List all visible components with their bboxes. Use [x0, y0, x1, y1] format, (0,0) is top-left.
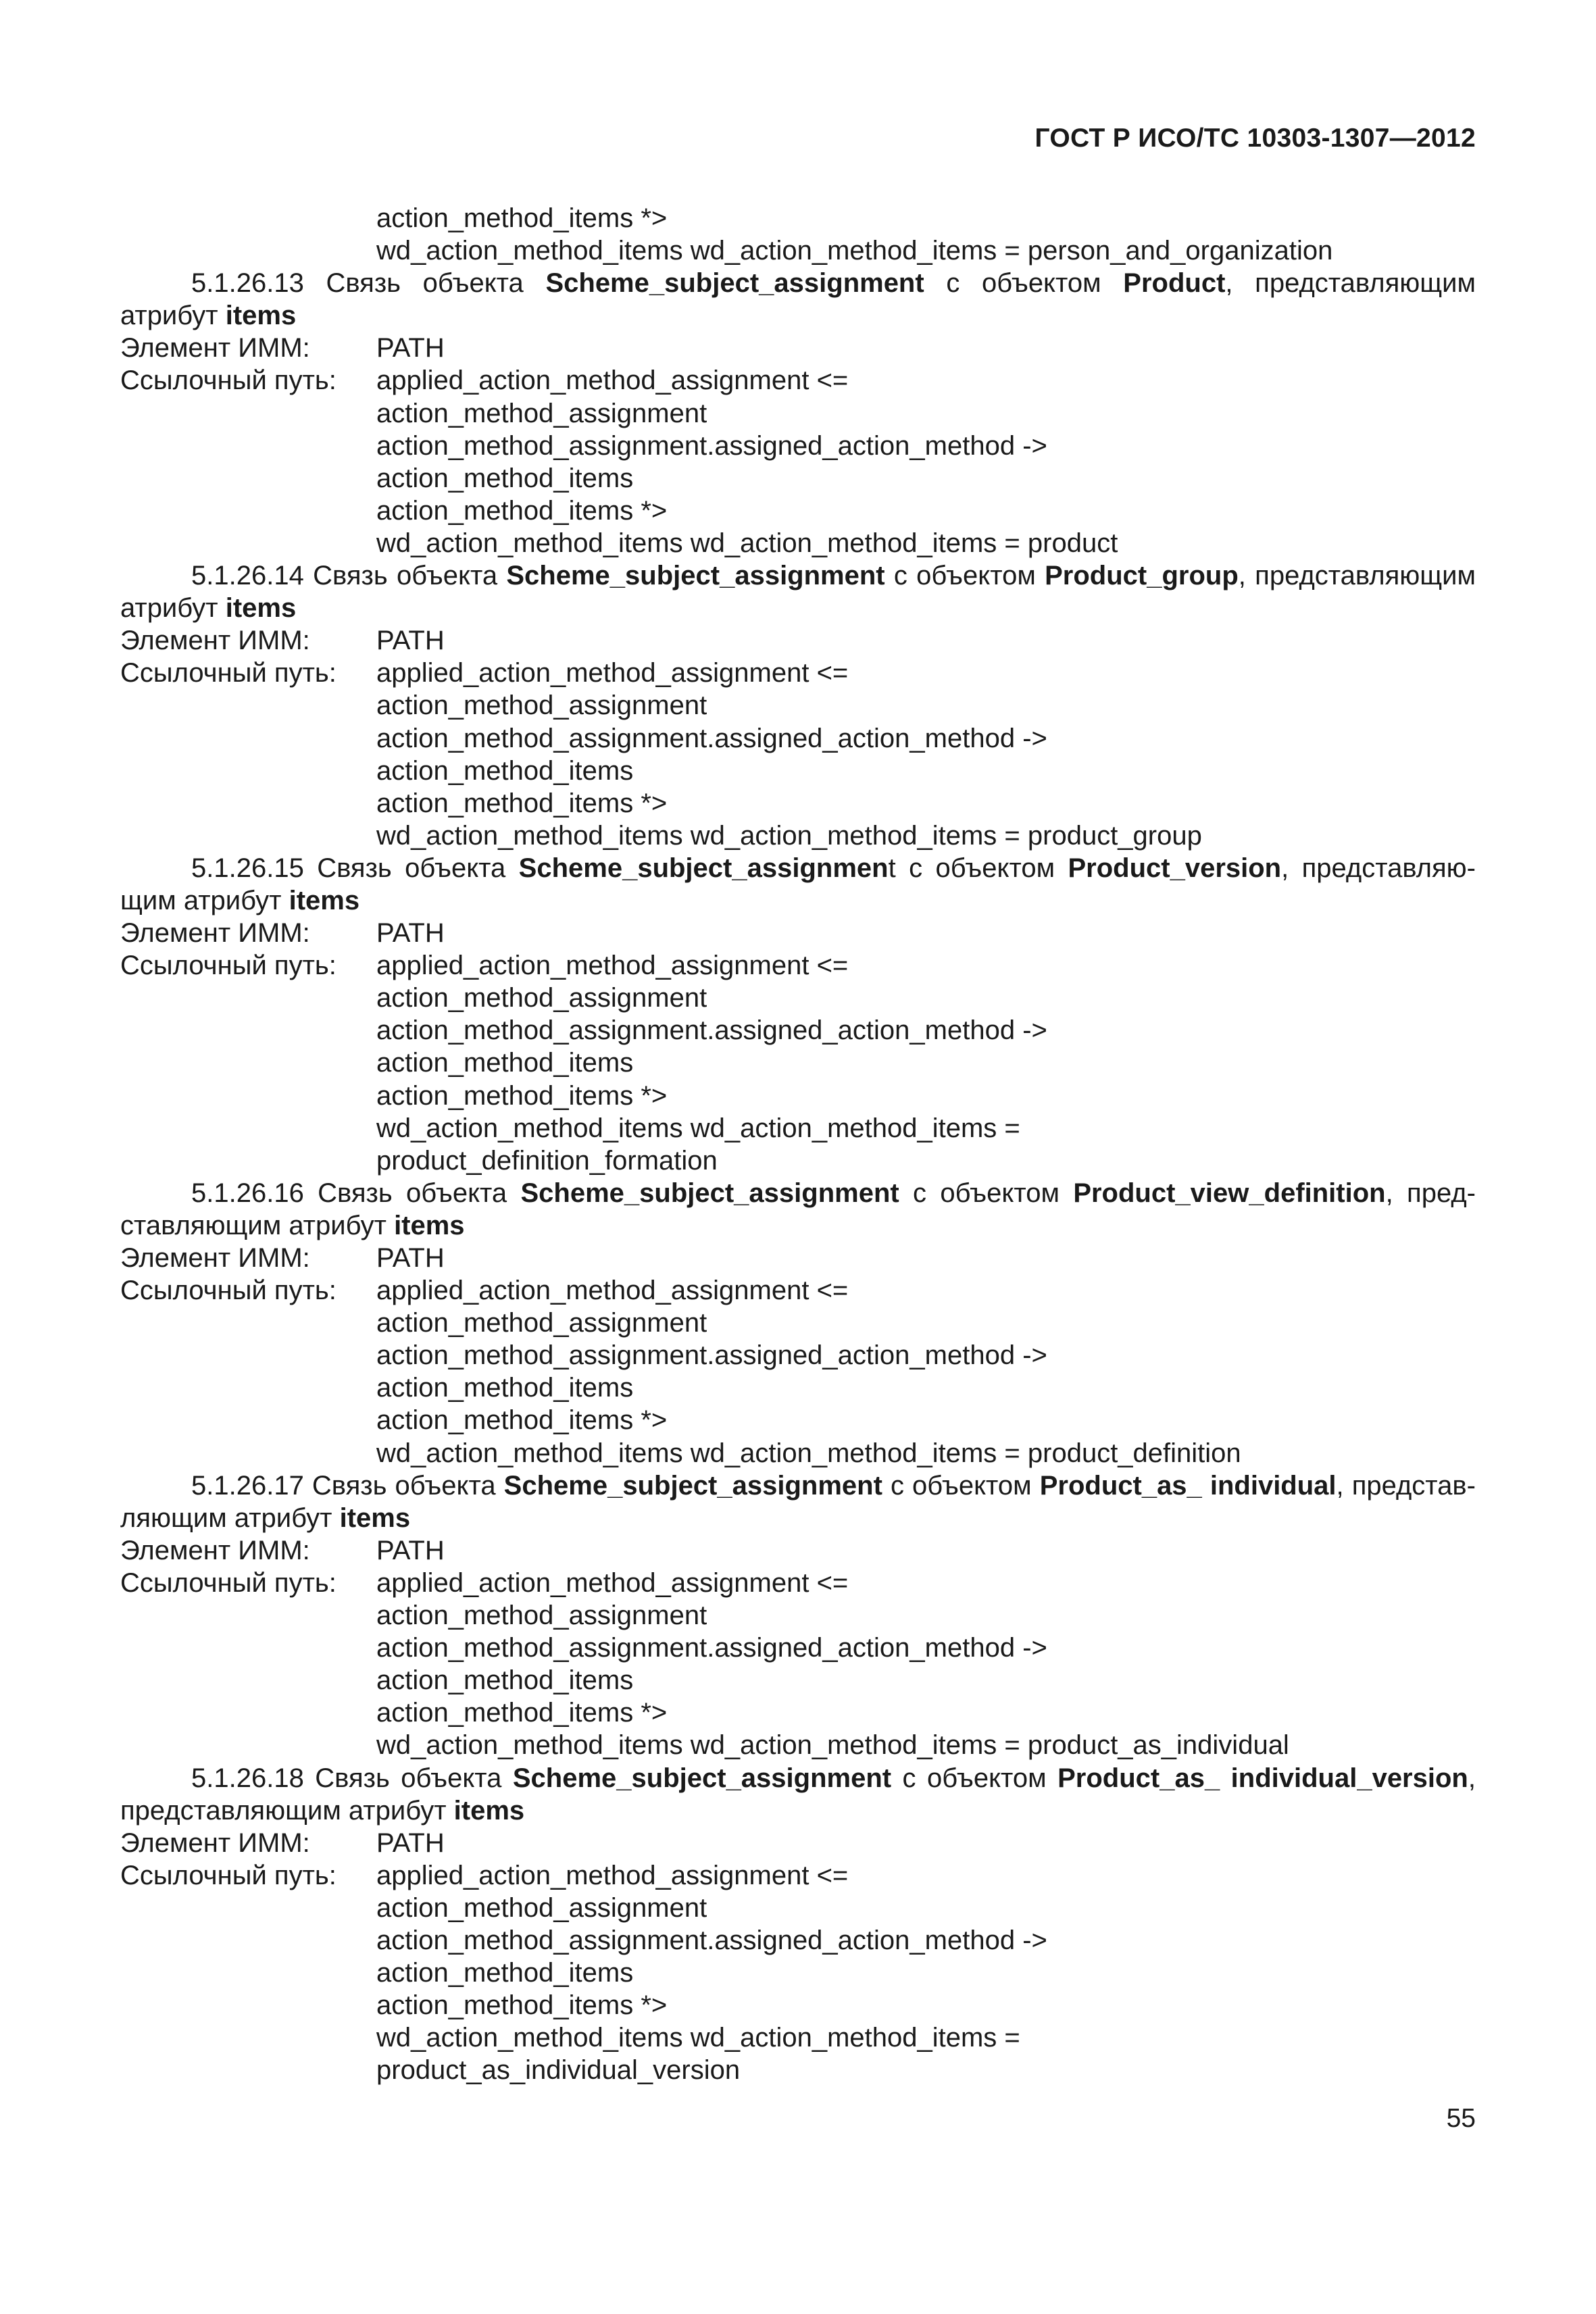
- path-line: action_method_assignment: [376, 1892, 707, 1923]
- path-label: Ссылочный путь:: [120, 1860, 336, 1890]
- path-line: action_method_items *>: [376, 1990, 668, 2021]
- path-line: action_method_items: [376, 1665, 634, 1696]
- entity-name: Scheme_subject_assignmen: [518, 853, 889, 883]
- attribute-name: items: [394, 1210, 465, 1240]
- path-line: action_method_items *>: [376, 1698, 668, 1728]
- element-row: [120, 1242, 1476, 1274]
- section-heading: [120, 1762, 1476, 1794]
- element-row: [120, 1534, 1476, 1567]
- path-line: action_method_items: [376, 1958, 634, 1988]
- path-line: action_method_assignment.assigned_action_method ->: [376, 1015, 1047, 1046]
- path-line: action_method_assignment.assigned_action_method ->: [376, 723, 1047, 753]
- section-heading: [120, 1469, 1476, 1502]
- heading-text: Связь объекта: [318, 1178, 521, 1208]
- section-number: 5.1.26.16: [191, 1178, 304, 1208]
- heading-text: представляющим атрибут: [120, 1795, 454, 1826]
- heading-text: щим атрибут: [120, 885, 289, 915]
- path-line: wd_action_method_items wd_action_method_items =: [376, 2023, 1020, 2053]
- target-entity-name: Product_as_ individual: [1039, 1470, 1337, 1501]
- section-heading: [120, 1177, 1476, 1209]
- section-5-1-26-16: [120, 1177, 1476, 1469]
- element-row: [120, 332, 1476, 364]
- path-line: action_method_assignment: [376, 1601, 707, 1631]
- path-line: applied_action_method_assignment <=: [376, 1567, 849, 1598]
- heading-text: атрибут: [120, 593, 226, 624]
- heading-text: с объектом: [884, 561, 1045, 591]
- element-label: Элемент ИММ:: [120, 918, 310, 949]
- heading-text: с объектом: [882, 1470, 1040, 1501]
- path-label: Ссылочный путь:: [120, 1567, 336, 1598]
- path-line: wd_action_method_items wd_action_method_items = product_definition: [376, 1438, 1241, 1468]
- heading-text: с объектом: [891, 1763, 1058, 1793]
- section-heading: [120, 852, 1476, 884]
- section-5-1-26-17: [120, 1469, 1476, 1762]
- entity-name: Scheme_subject_assignment: [503, 1470, 882, 1501]
- heading-text: , представляющим: [1238, 561, 1476, 591]
- heading-text: , представляю-: [1281, 853, 1476, 883]
- path-line: applied_action_method_assignment <=: [376, 366, 849, 396]
- path-line: action_method_assignment.assigned_action_method ->: [376, 1925, 1047, 1955]
- target-entity-name: Product_view_definition: [1073, 1178, 1386, 1208]
- heading-text: ставляющим атрибут: [120, 1210, 395, 1240]
- heading-text: Связь объекта: [317, 853, 519, 883]
- heading-text: Связь объекта: [313, 561, 507, 591]
- path-line: action_method_items *>: [376, 1405, 668, 1436]
- section-5-1-26-15: [120, 852, 1476, 1177]
- code-line: action_method_items *>: [376, 203, 668, 233]
- target-entity-name: Product_group: [1045, 561, 1239, 591]
- section-number: 5.1.26.18: [191, 1763, 304, 1793]
- attribute-name: items: [453, 1795, 525, 1826]
- page-number: 55: [1446, 2104, 1476, 2133]
- path-row: [120, 949, 1476, 982]
- path-line: product_as_individual_version: [376, 2055, 741, 2086]
- attribute-name: items: [225, 301, 297, 331]
- heading-text: , пред-: [1385, 1178, 1476, 1208]
- heading-text: с объектом: [899, 1178, 1074, 1208]
- path-row: [120, 364, 1476, 397]
- path-label: Ссылочный путь:: [120, 1276, 336, 1306]
- path-row: [120, 1859, 1476, 1892]
- target-entity-name: Product: [1123, 268, 1226, 299]
- path-line: applied_action_method_assignment <=: [376, 951, 849, 981]
- section-heading-continued: [120, 1794, 1476, 1827]
- target-entity-name: Product_version: [1068, 853, 1282, 883]
- section-heading-continued: [120, 884, 1476, 917]
- element-row: [120, 917, 1476, 949]
- element-label: Элемент ИММ:: [120, 1535, 310, 1565]
- path-line: wd_action_method_items wd_action_method_items = product_as_individual: [376, 1730, 1289, 1761]
- path-line: action_method_items: [376, 1373, 634, 1403]
- section-heading-continued: [120, 1502, 1476, 1534]
- path-line: wd_action_method_items wd_action_method_items =: [376, 1113, 1020, 1143]
- element-label: Элемент ИММ:: [120, 626, 310, 656]
- path-label: Ссылочный путь:: [120, 658, 336, 688]
- element-value: PATH: [376, 1535, 445, 1565]
- section-5-1-26-13: [120, 267, 1476, 559]
- path-line: action_method_assignment.assigned_action_method ->: [376, 1633, 1047, 1663]
- section-heading-continued: [120, 299, 1476, 332]
- path-line: action_method_assignment.assigned_action_method ->: [376, 430, 1047, 461]
- path-line: action_method_assignment: [376, 398, 707, 428]
- path-line: action_method_items *>: [376, 1080, 668, 1111]
- entity-name: Scheme_subject_assignment: [512, 1763, 892, 1793]
- attribute-name: items: [225, 593, 297, 624]
- heading-text: Связь объекта: [311, 1470, 504, 1501]
- element-value: PATH: [376, 626, 445, 656]
- standard-header: ГОСТ Р ИСО/ТС 10303-1307—2012: [1034, 124, 1476, 153]
- path-line: action_method_items: [376, 755, 634, 786]
- heading-text: , представ-: [1336, 1470, 1476, 1501]
- heading-text: , представляющим: [1225, 268, 1476, 299]
- path-line: action_method_assignment.assigned_action_method ->: [376, 1340, 1047, 1371]
- path-line: wd_action_method_items wd_action_method_items = product: [376, 528, 1118, 558]
- element-value: PATH: [376, 1828, 445, 1858]
- section-5-1-26-14: [120, 559, 1476, 852]
- path-line: action_method_items *>: [376, 495, 668, 526]
- heading-text: t с объектом: [888, 853, 1068, 883]
- section-number: 5.1.26.13: [191, 268, 304, 299]
- heading-text: ,: [1468, 1763, 1476, 1793]
- path-line: action_method_items: [376, 1048, 634, 1078]
- element-value: PATH: [376, 918, 445, 949]
- element-value: PATH: [376, 1243, 445, 1273]
- path-line: action_method_items *>: [376, 788, 668, 818]
- element-value: PATH: [376, 333, 445, 363]
- path-line: product_definition_formation: [376, 1145, 718, 1176]
- attribute-name: items: [289, 885, 360, 915]
- document-body: [120, 202, 1476, 2086]
- entity-name: Scheme_subject_assignment: [520, 1178, 899, 1208]
- entity-name: Scheme_subject_assignment: [545, 268, 924, 299]
- path-row: [120, 1567, 1476, 1599]
- element-label: Элемент ИММ:: [120, 333, 310, 363]
- path-line: applied_action_method_assignment <=: [376, 658, 849, 688]
- path-label: Ссылочный путь:: [120, 366, 336, 396]
- section-number: 5.1.26.14: [191, 561, 304, 591]
- path-label: Ссылочный путь:: [120, 951, 336, 981]
- element-label: Элемент ИММ:: [120, 1243, 310, 1273]
- path-row: [120, 657, 1476, 689]
- section-heading-continued: [120, 592, 1476, 624]
- path-line: applied_action_method_assignment <=: [376, 1276, 849, 1306]
- path-line: action_method_assignment: [376, 690, 707, 721]
- section-5-1-26-18: [120, 1762, 1476, 2087]
- path-row: [120, 1274, 1476, 1307]
- path-line: wd_action_method_items wd_action_method_items = product_group: [376, 820, 1202, 851]
- heading-text: Связь объекта: [315, 1763, 513, 1793]
- path-line: applied_action_method_assignment <=: [376, 1860, 849, 1890]
- section-number: 5.1.26.15: [191, 853, 304, 883]
- path-line: action_method_assignment: [376, 983, 707, 1013]
- attribute-name: items: [339, 1503, 411, 1533]
- section-heading: [120, 267, 1476, 299]
- heading-text: с объектом: [924, 268, 1124, 299]
- element-label: Элемент ИММ:: [120, 1828, 310, 1858]
- element-row: [120, 1827, 1476, 1859]
- path-line: action_method_assignment: [376, 1308, 707, 1338]
- heading-text: Связь объекта: [326, 268, 546, 299]
- element-row: [120, 624, 1476, 657]
- entity-name: Scheme_subject_assignment: [506, 561, 885, 591]
- code-line: wd_action_method_items wd_action_method_items = person_and_organization: [376, 236, 1333, 266]
- section-number: 5.1.26.17: [191, 1470, 304, 1501]
- section-heading: [120, 559, 1476, 592]
- heading-text: атрибут: [120, 301, 226, 331]
- path-line: action_method_items: [376, 463, 634, 493]
- section-heading-continued: [120, 1209, 1476, 1242]
- heading-text: ляющим атрибут: [120, 1503, 340, 1533]
- target-entity-name: Product_as_ individual_version: [1057, 1763, 1468, 1793]
